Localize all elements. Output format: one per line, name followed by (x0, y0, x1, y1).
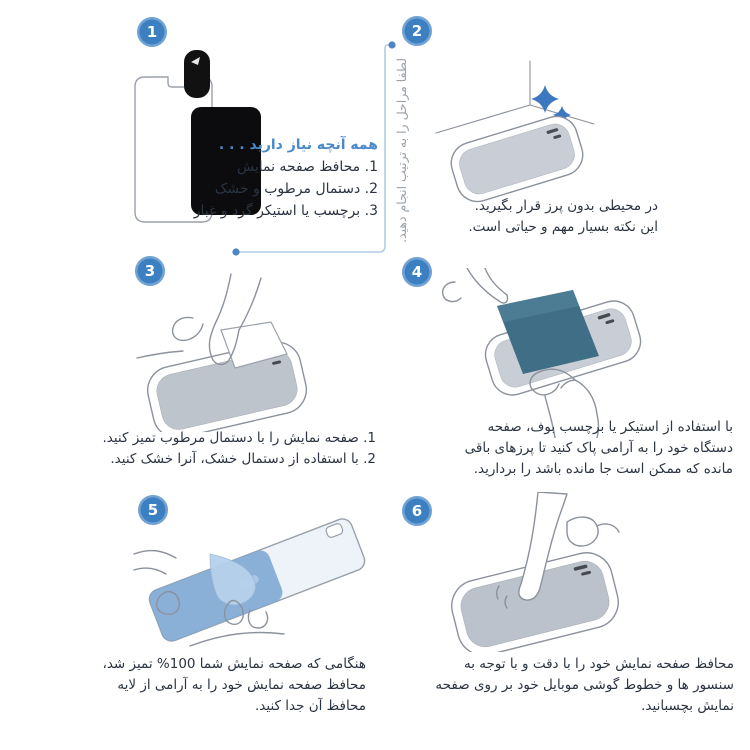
bracket-dot-top (388, 41, 395, 48)
step-6-illustration (425, 492, 675, 652)
step-5-badge: 5 (138, 495, 168, 525)
step-2-caption (468, 196, 658, 238)
step-5-caption (102, 654, 366, 717)
step-5-illustration (132, 512, 382, 652)
bracket-dot-bottom (232, 248, 239, 255)
curled-finger (567, 517, 598, 546)
step-3-caption-line: 2. با استفاده از دستمال خشک، آنرا خشک کنید. (110, 451, 376, 467)
step-2-caption-line: این نکته بسیار مهم و حیاتی است. (468, 219, 658, 235)
step-4-caption-line: با استفاده از استیکر یا برچسب بوف، صفحه (487, 419, 733, 435)
step-3-caption-line: 1. صفحه نمایش را با دستمال مرطوب تمیز کنید. (102, 430, 376, 446)
protector-with-film (146, 516, 367, 644)
step-4-caption-line: مانده که ممکن است جا مانده باشد را بردارید. (473, 461, 733, 477)
step-3-badge: 3 (135, 256, 165, 286)
step-3-illustration (135, 272, 375, 432)
step-6-badge: 6 (402, 496, 432, 526)
step-1-badge: 1 (137, 17, 167, 47)
squeegee-tool (184, 50, 210, 98)
step-1-caption-line: 1. محافظ صفحه نمایش (236, 159, 378, 175)
step-5-caption-line: محافظ آن جدا کنید. (255, 698, 366, 714)
step-2-illustration (412, 55, 682, 210)
phone-flat (446, 111, 588, 206)
step-2-badge: 2 (402, 16, 432, 46)
step-1-caption-header: همه آنچه نیاز دارید . . . (218, 137, 378, 153)
step-4-badge: 4 (402, 257, 432, 287)
finger-pressing (443, 268, 508, 303)
step-4-caption-line: دستگاه خود را به آرامی پاک کنید تا پرزهای باقی (464, 440, 733, 456)
step-4-caption (465, 417, 733, 480)
step-6-caption-line: سنسور ها و خطوط گوشی موبایل خود بر روی صفحه (435, 677, 734, 693)
step-5-caption-line: هنگامی که صفحه نمایش شما 100% تمیز شد، (102, 656, 366, 672)
step-6-caption (435, 654, 734, 717)
step-6-caption-line: محافظ صفحه نمایش خود را با دقت و با توجه به (463, 656, 734, 672)
sequence-note-vertical: لطفا مراحل را به ترتیب انجام دهید. (394, 58, 409, 243)
step-5-caption-line: محافظ صفحه نمایش خود را به آرامی از لایه (117, 677, 366, 693)
step-6-caption-line: نمایش بچسبانید. (641, 698, 734, 714)
step-1-caption (194, 134, 378, 222)
step-4-illustration (425, 268, 675, 438)
sparkle-icon (531, 85, 559, 113)
step-1-caption-line: 3. برچسب یا استیکر گرد و غبار (193, 203, 378, 219)
step-1-caption-line: 2. دستمال مرطوب و خشک (214, 181, 378, 197)
step-2-caption-line: در محیطی بدون پرز قرار بگیرید. (474, 198, 658, 214)
step-3-caption (102, 428, 376, 470)
